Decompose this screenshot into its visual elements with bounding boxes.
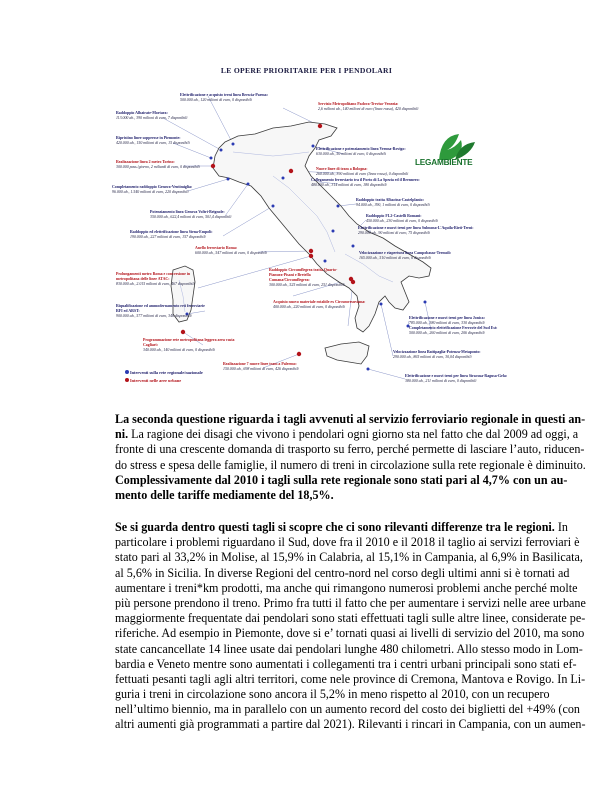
- map-label: Elettrificazione e nuovi treni per linea Siracusa-Ragusa-Gela: 380.000 ab., 211 milioni di euro, 0 disponibili: [405, 374, 508, 383]
- map-label: Velocizzazione linea Battipaglia-Potenza-Metaponto: 290.000 ab., 865 milioni di euro, 30,04 disponibili: [393, 350, 481, 359]
- legend-item-urban: Interventi nelle aree urbane: [130, 377, 182, 383]
- text-line: [115, 427, 579, 442]
- map-label: Collegamento ferroviario tra il Porto di La Spezia ed il Brennero: 480.000 ab., 314 milioni di euro, 180 disponibili: [311, 178, 420, 187]
- map-label: Nuove linee di tram a Bologna: 260.000 ab., 390 milioni di euro (linea rossa), 0 disponibili: [316, 167, 409, 176]
- text-run: La ragione dei disagi che vivono i pendolari ogni giorno sta nel fatto che dal 2009 ad oggi, a: [128, 427, 579, 442]
- text-run: più persone prendono il treno. Primo fra tutti il fatto che per aumentare i servizi nelle aree urbane: [115, 595, 586, 610]
- text-run: guria i treni in circolazione sono ancora il 5,2% in meno rispetto al 2010, con un recupero: [115, 687, 550, 702]
- text-line: [115, 580, 578, 596]
- map-label: Raddoppio Circumflegrea tratta Quarto-Pianura-Pisani e Bretella Cumana/Circumflegrea: 300.000 ab., 525 milioni di euro, 251 disponibili: [269, 268, 345, 287]
- text-line: [115, 671, 586, 687]
- text-line: [115, 611, 586, 626]
- text-run: mento delle tariffe mediamente del 18,5%.: [115, 487, 334, 502]
- map-label: Realizzazione 7 nuove linee tram a Palermo: 150.000 ab., 698 milioni di euro, 426 disponibili: [223, 362, 299, 371]
- text-line: [115, 641, 583, 657]
- text-run: stato pari al 33,2% in Molise, al 15,9% in Calabria, al 15,1% in Campania, al 6,9% in Basilicata,: [115, 550, 583, 565]
- text-line: [115, 595, 586, 611]
- map-label: Anello ferroviario Roma: 600.000 ab., 547 milioni di euro, 0 disponibili: [195, 246, 267, 255]
- map-label: Raddoppio tratta Albacina-Castelplanio: 94.000 ab., 390, 1 milioni di euro, 0 disponibili: [356, 198, 430, 207]
- text-line: [115, 412, 586, 427]
- text-run: state cancancellate 14 linee usate dai pendolari lunghe 480 chilometri. Allo stesso modo in Lom-: [115, 641, 583, 656]
- text-line: [115, 717, 586, 732]
- map-label: Acquisto nuovo materiale rotabile ex Circumvesuviana: 400.000 ab., 220 milioni di euro, 0 disponibili: [273, 300, 366, 309]
- text-run: Se si guarda dentro questi tagli si scopre che ci sono rilevanti differenze tra le regioni.: [115, 520, 555, 534]
- text-run: riferiche. Ad esempio in Piemonte, dove si e’ tornati quasi ai livelli di servizio del 2010, ma sono: [115, 626, 585, 641]
- map-label: Prolungamenti metro Roma e conversione in metropolitana delle linee ATAC: 830.000 ab., 2.015 milioni di euro, 467 disponibili: [116, 272, 195, 286]
- text-run: In: [554, 520, 568, 534]
- map-label: Elettrificazione e potenziamento linea Verona-Rovigo: 630.000 ab., 50 milioni di euro, 0 disponibili: [316, 147, 406, 156]
- map-label: Completamento raddoppio Genova-Ventimiglia: 96.000 ab., 1.540 milioni di euro, 220 disponibili: [112, 185, 193, 194]
- map-title: LE OPERE PRIORITARIE PER I PENDOLARI: [220, 66, 393, 75]
- map-label: Completamento elettrificazione Ferrovie del Sud Est: 500.000 ab., 260 milioni di euro, 206 disponibili: [409, 326, 498, 335]
- map-label: Potenziamento linea Genova Voltri-Brignole: 350.000 ab., 622,4 milioni di euro, 501,4 disponibili: [150, 210, 232, 219]
- text-run: bardia e Veneto mentre sono aumentati i collegamenti tra i centri urbani principali sono stati ef-: [115, 656, 577, 671]
- legend-item-regional: Interventi sulla rete regionale/nazionale: [130, 369, 203, 375]
- text-run: ni.: [115, 427, 129, 442]
- text-line: [115, 550, 583, 565]
- text-run: nell’ultimo biennio, ma in parallelo con un aumento record del costo dei biglietti del +49% (con: [115, 702, 580, 717]
- text-run: do stress e spesa delle famiglie, il numero di treni in circolazione sulla rete regionale è diminuito.: [115, 457, 586, 472]
- text-line: [115, 702, 580, 717]
- text-line: [115, 656, 577, 672]
- text-run: fettuati pesanti tagli agli altri territori, come nele province di Cremona, Mantova e Rovigo. In Li-: [115, 671, 586, 686]
- map-label: Realizzazione linea 2 metro Torino: 300.000 pass./giorno, 2 miliardi di euro, 0 disponibili: [116, 160, 200, 169]
- paragraph-regional-cuts: [115, 412, 586, 503]
- priority-works-map: [112, 56, 508, 392]
- text-line: [115, 457, 586, 473]
- text-line: [115, 626, 585, 641]
- map-label: Programmazione rete metropolitana leggera area vasta Cagliari: 340.000 ab., 140 milioni di euro, 0 disponibili: [143, 338, 235, 352]
- text-line: [115, 520, 568, 535]
- text-run: La seconda questione riguarda i tagli avvenuti al servizio ferroviario regionale in questi an-: [115, 412, 586, 426]
- text-run: particolare i problemi riguardano il Sud, dove fra il 2010 e il 2018 il taglio ai servizi ferroviari è: [115, 535, 580, 550]
- map-label: Riqualificazione ed ammodernamento reti ferroviarie RFI ed ARST: 900.000 ab., 577 milioni di euro, 346 disponibili: [116, 304, 205, 318]
- text-line: [115, 687, 550, 702]
- text-line: [115, 442, 585, 457]
- sicily: [325, 342, 369, 364]
- map-label: Elettrificazione e acquisto treni linea Brescia-Parma: 500.000 ab., 120 milioni di euro, 0 disponibili: [180, 93, 268, 102]
- text-run: al 5,6% in Sicilia. In diverse Regioni del centro-nord nel corso degli ultimi anni si è tornati ad: [115, 565, 570, 580]
- map-legend: [121, 368, 203, 384]
- text-run: altri aumenti già programmati a partire dal 2021). Rilevanti i rincari in Campania, con un aumen-: [115, 717, 586, 732]
- map-label: Raddoppio FL2-Castelli Romani: 450.000 ab., 230 milioni di euro, 0 disponibili: [366, 214, 438, 223]
- text-line: [115, 565, 570, 581]
- legambiente-logo-text: LEGAMBIENTE: [415, 158, 473, 167]
- text-run: fronte di una crescente domanda di trasporto su ferro, perché permette di lasciare l’auto, riducen-: [115, 442, 585, 457]
- map-label: Velocizzazione e riapertura linea Campobasso-Termoli: 165.000 ab., 510 milioni di euro, 0 disponibili: [359, 251, 451, 260]
- text-line: [115, 535, 580, 550]
- paragraph-regional-differences: [115, 520, 586, 733]
- text-run: maggiormente frequentate dai pendolari sono stati effettuati tagli sulle altre linee, considerate pe-: [115, 611, 586, 626]
- map-label: Servizio Metropolitano Padova-Treviso-Venezia: 2,6 milioni ab., 140 milioni di euro (linea rossa), 420 disponibili: [318, 102, 419, 111]
- map-label: Elettrificazione e nuovi treni per linea Sulmona-L'Aquila-Rieti-Terni: 290.000 ab., 90 milioni di euro, 75 disponibili: [358, 226, 474, 235]
- map-label: Elettrificazione e nuovi treni per linea Jonica: 785.000 ab., 380 milioni di euro, 330 disponibili: [409, 316, 485, 325]
- text-line: [115, 472, 568, 488]
- text-run: aumentare i treni*km prodotti, ma anche qui rimangono numerosi problemi anche perché molte: [115, 580, 578, 595]
- text-line: [115, 488, 541, 503]
- text-run: Complessivamente dal 2010 i tagli sulla rete regionale sono stati pari al 4,7% con un au-: [115, 472, 568, 487]
- map-label: Raddoppio ed elettrificazione linea Siena-Empoli: 190.000 ab., 227 milioni di euro, 157 disponibili: [130, 230, 213, 239]
- map-label: Ripristino linee soppresse in Piemonte: 420.000 ab., 150 milioni di euro, 15 disponibili: [116, 136, 190, 145]
- map-label: Raddoppio Albairate-Mortara: 113.000 ab., 390 milioni di euro, 7 disponibili: [116, 111, 188, 120]
